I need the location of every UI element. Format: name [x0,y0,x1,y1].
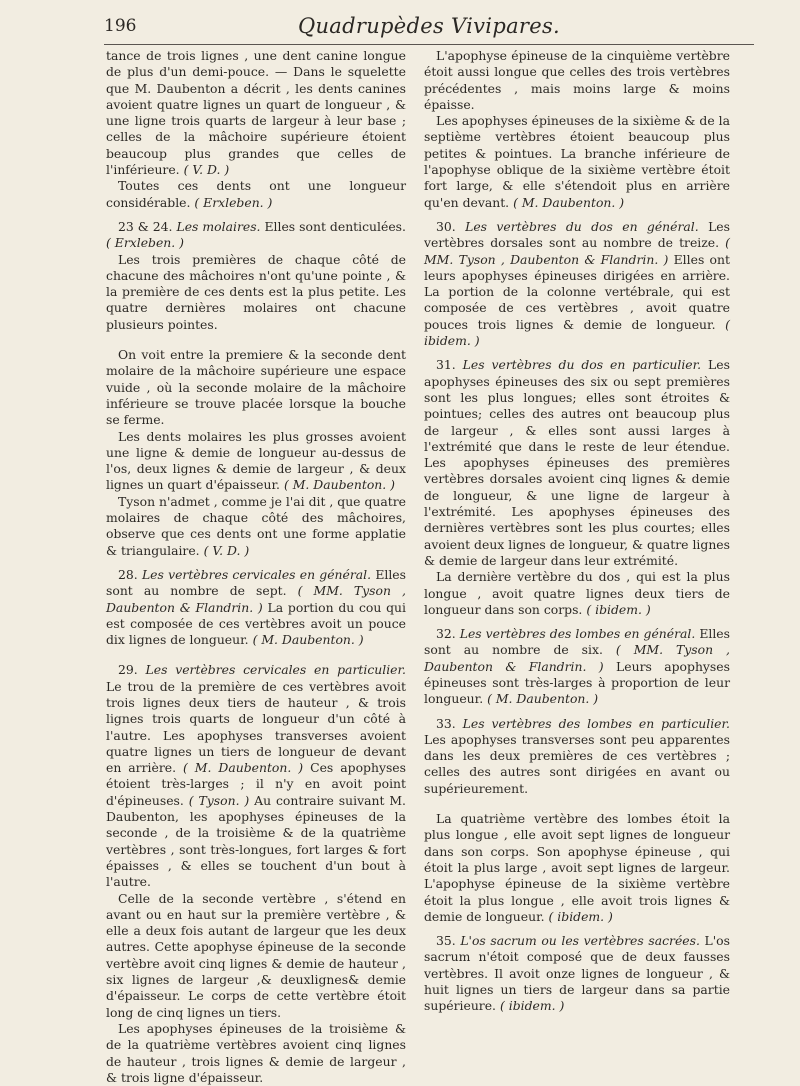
paragraph-text: Ces apophyses étoient très-larges ; il n'y en avoit point d'épineuses. [106,760,406,808]
paragraph-text: Les apophyses épineuses des six ou sept premières sont les plus longues; elles sont étroites & pointues; celles des autres ont beaucoup plus de largeur , & elles sont aussi larges à l'extrémité que dans le reste de leur étendue. Les apophyses épineuses des premières vertèbres dorsales avoient cinq lignes & demie de longueur, & une ligne de largeur à l'extrémité. Les apophyses épineuses des dernières vertèbres sont les plus courtes; elles avoient deux lignes de longueur, & quatre lignes & demie de largeur dans leur extrémité. [424,357,730,568]
paragraph-text: tance de trois lignes , une dent canine longue de plus d'un demi-pouce. — Dans le squelette que M. Daubenton a décrit , les dents canines avoient quatre lignes un quart de longueur , & une ligne trois quarts de largeur à leur base ; celles de la mâchoire supérieure étoient beaucoup plus grandes que celles de l'inférieure. [106,48,406,178]
section-number: 30. [436,218,456,234]
paragraph-text: Les apophyses épineuses de la troisième & de la quatrième vertèbres avoient cinq lignes de hauteur , trois lignes & demie de largeur , & trois ligne d'épaisseur. [106,1020,406,1085]
section-heading: Les vertèbres cervicales en particulier. [145,662,406,678]
paragraph-text: Celle de la seconde vertèbre , s'étend en avant ou en haut sur la première vertèbre , & elle a deux fois autant de largeur que les deux autres. Cette apophyse épineuse de la seconde vertèbre avoit cinq lignes & demie de hauteur , six lignes de largeur ,& deuxlignes& demie d'épaisseur. Le corps de cette vertèbre étoit long de cinq lignes un tiers. [106,890,406,1020]
paragraph [424,113,730,211]
citation: ( M. Daubenton. ) [487,691,599,707]
paragraph-text: Elles sont au nombre de six. [424,626,730,658]
section-paragraph [106,662,406,890]
paragraph [106,252,406,333]
citation: ( Tyson. ) [188,792,250,808]
section-paragraph [106,567,406,648]
section-heading: Les vertèbres des lombes en particulier. [462,715,730,731]
paragraph-text: Elles ont leurs apophyses épineuses dirigées en arrière. La portion de la colonne vertébrale, qui est composée de ces vertèbres , avoit quatre pouces trois lignes & demie de longueur. [424,251,730,332]
paragraph-text: On voit entre la premiere & la seconde dent molaire de la mâchoire supérieure une espace vuide , où la seconde molaire de la mâchoire inférieure se trouve placée lorsque la bouche se ferme. [106,347,406,428]
paragraph [424,811,730,925]
paragraph-text: Les apophyses épineuses de la sixième & de la septième vertèbres étoient beaucoup plus petites & pointues. La branche inférieure de l'apophyse oblique de la sixième vertèbre étoit fort large, & elle s'étendoit plus en arrière qu'en devant. [424,113,730,210]
paragraph-text: La quatrième vertèbre des lombes étoit la plus longue , elle avoit sept lignes de longueur dans son corps. Son apophyse épineuse , qui étoit la plus large , avoit sept lignes de largeur. L'apophyse épineuse de la sixième vertèbre étoit la plus longue , elle avoit trois lignes & demie de longueur. [424,811,730,924]
citation: ( Erxleben. ) [194,194,273,210]
section-paragraph [424,357,730,569]
paragraph [424,48,730,113]
paragraph-text: L'apophyse épineuse de la cinquième vertèbre étoit aussi longue que celles des trois vertèbres précédentes , mais moins large & moins épaisse. [424,48,730,112]
paragraph [106,48,406,178]
paragraph [106,891,406,1021]
paragraph-text: La portion du cou qui est composée de ces vertèbres avoit un pouce dix lignes de longueur. [106,599,406,648]
page-header [104,14,754,45]
citation: ( M. Daubenton. ) [283,477,395,493]
paragraph-text: Elles sont denticulées. [264,218,406,234]
paragraph-text: Au contraire suivant M. Daubenton, les apophyses épineuses de la seconde , de la troisième & de la quatrième vertèbres , sont très-longues, fort larges & fort épaisses , & elles se touchent d'un bout à l'autre. [106,792,406,890]
section-paragraph [424,219,730,349]
section-number: 23 & 24. [118,218,173,234]
left-column [106,48,406,1086]
right-column [424,48,730,1015]
paragraph [106,178,406,211]
paragraph-text: Leurs apophyses épineuses sont très-larges à proportion de leur longueur. [424,658,730,707]
citation: ( MM. Tyson , Daubenton & Flandrin. ) [106,583,406,615]
citation: ( ibidem. ) [499,998,565,1014]
paragraph-text: L'os sacrum n'étoit composé que de deux fausses vertèbres. Il avoit onze lignes de longueur , & huit lignes un tiers de largeur dans sa partie supérieure. [424,933,730,1014]
section-paragraph [424,933,730,1014]
paragraph-text: Les apophyses transverses sont peu apparentes dans les deux premières de ces vertèbres ; celles des autres sont dirigées en avant ou supérieurement. [424,731,730,796]
section-heading: Les vertèbres du dos en particulier. [462,357,702,373]
paragraph [106,1021,406,1086]
section-heading: Les molaires. [176,218,261,234]
paragraph-text: Elles sont au nombre de sept. [106,566,406,599]
paragraph-text: Les trois premières de chaque côté de chacune des mâchoires n'ont qu'une pointe , & la première de ces dents est la plus petite. Les quatre dernières molaires ont chacune plusieurs pointes. [106,251,406,332]
paragraph-text: Les vertèbres dorsales sont au nombre de treize. [424,218,730,251]
citation: ( ibidem. ) [548,908,613,924]
paragraph-text: Les dents molaires les plus grosses avoient une ligne & demie de longueur au-dessus de l'os, deux lignes & demie de largeur , & deux lignes un quart d'épaisseur. [106,428,406,493]
paragraph-text: La dernière vertèbre du dos , qui est la plus longue , avoit quatre lignes deux tiers de longueur dans son corps. [424,569,730,617]
paragraph [106,429,406,494]
citation: ( MM. Tyson , Daubenton & Flandrin. ) [424,642,730,674]
section-heading: Les vertèbres du dos en général. [465,218,699,234]
citation: ( Erxleben. ) [106,235,184,251]
paragraph-text: Tyson n'admet , comme je l'ai dit , que quatre molaires de chaque côté des mâchoires, observe que ces dents ont une forme applatie & triangulaire. [106,493,406,558]
citation: ( M. Daubenton. ) [183,760,304,776]
section-paragraph [106,219,406,252]
paragraph [424,569,730,618]
paragraph [106,494,406,559]
paragraph-text: Le trou de la première de ces vertèbres avoit trois lignes deux tiers de hauteur , & trois lignes trois quarts de longueur d'un côté à l'autre. Les apophyses transverses avoient quatre lignes un tiers de longueur de devant en arrière. [106,678,406,776]
section-number: 32. [436,626,456,642]
section-heading: Les vertèbres cervicales en général. [141,566,372,582]
section-number: 28. [118,566,138,582]
citation: ( M. Daubenton. ) [513,194,625,210]
section-heading: Les vertèbres des lombes en général. [459,626,696,642]
citation: ( MM. Tyson , Daubenton & Flandrin. ) [424,235,730,267]
paragraph-text: Toutes ces dents ont une longueur considérable. [106,178,406,210]
page-number: 196 [104,16,137,36]
section-number: 33. [436,715,456,731]
section-number: 35. [436,933,456,949]
section-number: 31. [436,357,456,373]
running-title: Quadrupèdes Vivipares. [297,14,561,38]
section-heading: L'os sacrum ou les vertèbres sacrées. [460,933,700,949]
citation: ( V. D. ) [203,542,250,558]
column-divider [416,48,417,1038]
citation: ( V. D. ) [183,162,230,178]
section-paragraph [424,716,730,797]
citation: ( M. Daubenton. ) [252,632,364,648]
section-paragraph [424,626,730,707]
paragraph [106,347,406,428]
section-number: 29. [118,662,138,678]
citation: ( ibidem. ) [424,316,730,349]
citation: ( ibidem. ) [586,601,651,617]
